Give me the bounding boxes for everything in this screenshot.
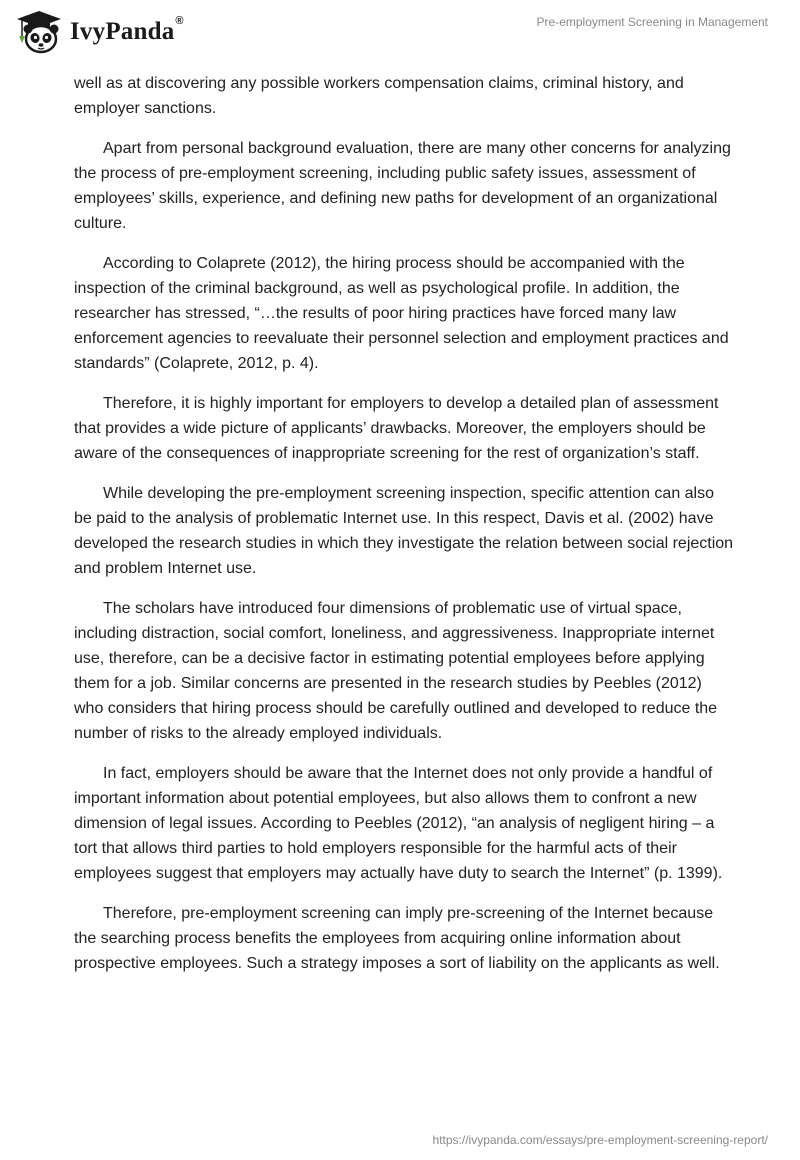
paragraph-6: The scholars have introduced four dimensions of problematic use of virtual space, including distraction, social comfort, loneliness, and aggressiveness. Inappropriate internet use, therefore, can be a decisive factor in estimating potential employees before applying them for a job. Similar concerns are presented in the research studies by Peebles (2012) who considers that hiring process should be carefully outlined and developed to reduce the number of risks to the already employed individuals.: [74, 600, 718, 742]
source-url-link[interactable]: https://ivypanda.com/essays/pre-employment-screening-report/: [432, 1133, 768, 1147]
brand-logo-link[interactable]: [14, 10, 184, 54]
brand-name-text: IvyPanda: [70, 18, 175, 45]
registered-mark: ®: [175, 14, 184, 27]
panda-graduate-icon: [14, 10, 64, 54]
paragraph-2: Apart from personal background evaluation, there are many other concerns for analyzing the process of pre-employment screening, including public safety issues, assessment of employees’ skills, experience, and defining new paths for development of an organizational culture.: [74, 140, 731, 232]
essay-body: [74, 71, 734, 991]
page-header: [0, 0, 800, 70]
brand-name: [70, 14, 184, 46]
paragraph-4: Therefore, it is highly important for employers to develop a detailed plan of assessment that provides a wide picture of applicants’ drawbacks. Moreover, the employers should be aware of the consequences of inappropriate screening for the rest of organization’s staff.: [74, 395, 719, 462]
paragraph-8: Therefore, pre-employment screening can imply pre-screening of the Internet because the searching process benefits the employees from acquiring online information about prospective employees. Such a strategy imposes a sort of liability on the applicants as well.: [74, 905, 720, 972]
paragraph-3: According to Colaprete (2012), the hiring process should be accompanied with the inspection of the criminal background, as well as psychological profile. In addition, the researcher has stressed, “…the results of poor hiring practices have forced many law enforcement agencies to reevaluate their personnel selection and employment practices and standards” (Colaprete, 2012, p. 4).: [74, 255, 729, 372]
paragraph-7: In fact, employers should be aware that the Internet does not only provide a handful of important information about potential employees, but also allows them to confront a new dimension of legal issues. According to Peebles (2012), “an analysis of negligent hiring – a tort that allows third parties to hold employers responsible for the harmful acts of their employees suggest that employers may actually have duty to search the Internet” (p. 1399).: [74, 765, 723, 882]
paragraph-5: While developing the pre-employment screening inspection, specific attention can also be paid to the analysis of problematic Internet use. In this respect, Davis et al. (2002) have developed the research studies in which they investigate the relation between social rejection and problem Internet use.: [74, 485, 734, 577]
document-title: Pre-employment Screening in Management: [536, 15, 768, 29]
paragraph-1: well as at discovering any possible workers compensation claims, criminal history, and employer sanctions.: [74, 75, 684, 117]
